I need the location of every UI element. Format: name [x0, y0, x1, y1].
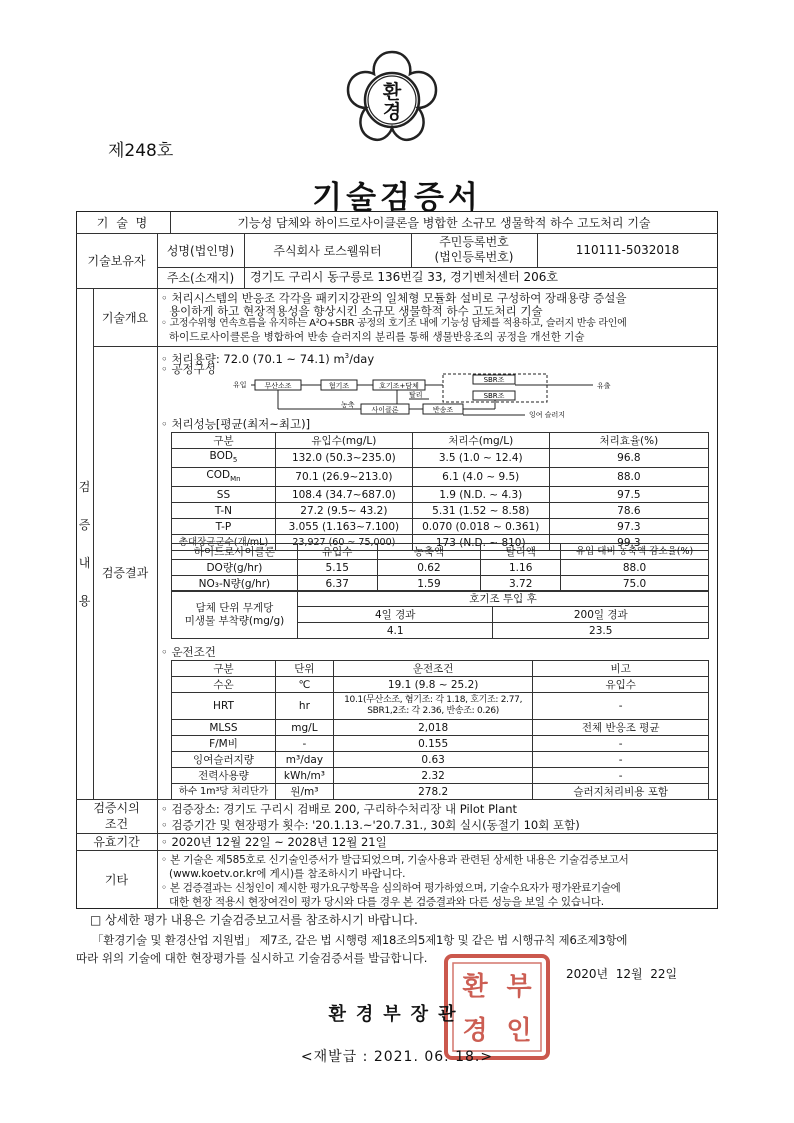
perf-inflow: 23,927 (60 ~ 75,000)	[275, 535, 412, 551]
cyclone-concentrate: 0.62	[377, 560, 481, 576]
op-note: -	[533, 736, 709, 752]
op-item: 전력사용량	[172, 768, 276, 784]
registration-label-line2: (법인등록번호)	[434, 250, 514, 264]
cyclone-item: DO량(g/hr)	[172, 560, 298, 576]
cyclone-reduction: 88.0	[561, 560, 709, 576]
validity-label: 유효기간	[93, 835, 140, 849]
perf-header: 구분	[172, 433, 276, 449]
overview-line-2: 용이하게 하고 현장적용성을 향상시킨 소규모 생물학적 하수 고도처리 기술	[169, 304, 543, 318]
conditions-label-1: 검증시의	[93, 801, 140, 815]
op-note: 전체 반응조 평균	[533, 720, 709, 736]
conditions-line-1: ◦ 검증장소: 경기도 구리시 검배로 200, 구리하수처리장 내 Pilot Plant	[161, 802, 518, 816]
cyclone-header-row	[172, 544, 709, 560]
footer-law-line-2: 따라 위의 기술에 대한 현장평가를 실시하고 기술검증서를 발급합니다.	[76, 951, 428, 965]
op-row	[172, 784, 709, 800]
op-note: -	[533, 768, 709, 784]
side-char-2: 증	[78, 517, 91, 532]
op-header: 구분	[172, 661, 276, 677]
cyclone-reduction: 75.0	[561, 576, 709, 592]
ministry-emblem	[340, 48, 444, 152]
perf-item	[172, 468, 276, 487]
perf-treated: 0.070 (0.018 ~ 0.361)	[412, 519, 549, 535]
biomass-header: 호기조 투입 후	[297, 591, 708, 607]
footer-law-line-1: 「환경기술 및 환경산업 지원법」 제7조, 같은 법 시행령 제18조의5제1항 및 같은 법 시행규칙 제6조제3항에	[92, 933, 628, 947]
op-note: -	[533, 693, 709, 720]
cyclone-header: 탈리액	[481, 544, 561, 560]
cyclone-inflow: 5.15	[297, 560, 377, 576]
page-title: 기술검증서	[312, 180, 482, 216]
biomass-value: 4.1	[297, 623, 493, 639]
overview-label: 기술개요	[101, 310, 149, 325]
footer-note: □ 상세한 평가 내용은 기술검증보고서를 참조하시기 바랍니다.	[90, 913, 418, 927]
diagram-dehydrate: 탈리	[409, 391, 423, 399]
perf-item	[172, 449, 276, 468]
perf-row	[172, 503, 709, 519]
biomass-label-1: 담체 단위 무게당	[195, 601, 274, 614]
tech-name-value: 기능성 담체와 하이드로사이클론을 병합한 소규모 생물학적 하수 고도처리 기술	[237, 216, 651, 230]
registration-label-line1: 주민등록번호	[439, 235, 509, 249]
perf-eff: 97.3	[549, 519, 708, 535]
overview-line-1: ◦ 처리시스템의 반응조 각각을 패키지강관의 일체형 모듈화 설비로 구성하여 장래용량 증설을	[161, 291, 627, 305]
side-char-4: 용	[78, 593, 91, 608]
op-header: 단위	[275, 661, 333, 677]
perf-eff: 99.3	[549, 535, 708, 551]
op-cond: 2.32	[333, 768, 532, 784]
cyclone-header: 유입수	[297, 544, 377, 560]
perf-treated: 5.31 (1.52 ~ 8.58)	[412, 503, 549, 519]
op-note: -	[533, 752, 709, 768]
perf-item-sub: Mn	[230, 475, 241, 484]
etc-line-1: ◦ 본 기술은 제585호로 신기술인증서가 발급되었으며, 기술사용과 관련된 상세한 내용은 기술검증보고서	[161, 854, 629, 866]
perf-item-name: COD	[206, 469, 231, 482]
validity-value: ◦ 2020년 12월 22일 ~ 2028년 12월 21일	[161, 835, 387, 849]
op-cond: 10.1(무산소조, 혐기조: 각 1.18, 호기조: 2.77, SBR1,2조: 각 2.36, 반송조: 0.26)	[333, 693, 532, 720]
biomass-row	[172, 591, 709, 607]
op-unit: mg/L	[275, 720, 333, 736]
etc-line-4: 대한 현장 적용시 현장여건이 평가 당시와 다를 경우 본 검증결과와 다른 성능을 보일 수 있습니다.	[169, 896, 604, 908]
etc-line-2: (www.koetv.or.kr에 게시)를 참조하시기 바랍니다.	[169, 868, 406, 880]
conditions-label	[76, 799, 157, 833]
op-cond: 0.155	[333, 736, 532, 752]
op-cond: 278.2	[333, 784, 532, 800]
perf-row	[172, 449, 709, 468]
cyclone-header: 농축액	[377, 544, 481, 560]
op-header: 운전조건	[333, 661, 532, 677]
cyclone-dehydrate: 3.72	[481, 576, 561, 592]
holder-label: 기술보유자	[87, 254, 146, 268]
process-diagram	[233, 371, 653, 419]
cyclone-inflow: 6.37	[297, 576, 377, 592]
document-number: 제248호	[108, 141, 174, 161]
perf-inflow: 3.055 (1.163~7.100)	[275, 519, 412, 535]
perf-treated: 6.1 (4.0 ~ 9.5)	[412, 468, 549, 487]
tech-name-label: 기 술 명	[96, 216, 150, 230]
perf-item-name: BOD	[209, 450, 233, 462]
issue-date: 2020년 12월 22일	[566, 967, 678, 981]
capacity-unit: /day	[349, 351, 375, 366]
reissue-date: <재발급 : 2021. 06. 18.>	[300, 1049, 494, 1065]
perf-header: 처리효율(%)	[549, 433, 708, 449]
etc-line-3: ◦ 본 검증결과는 신청인이 제시한 평가요구항목을 심의하여 평가하였으며, 기술수요자가 평가완료기술에	[161, 882, 621, 894]
diagram-aerobic: 호기조+담체	[379, 382, 419, 390]
perf-item: 총대장균군수(개/mL)	[172, 535, 276, 551]
registration-label	[411, 233, 537, 267]
verification-side-label	[76, 288, 93, 799]
biomass-label-2: 미생물 부착량(mg/g)	[184, 614, 285, 627]
conditions-line-2: ◦ 검증기간 및 현장평가 횟수: '20.1.13.~'20.7.31., 30회 실시(동절기 10회 포함)	[161, 818, 580, 832]
cyclone-row	[172, 560, 709, 576]
cyclone-header: 유입 대비 농축액 감소율(%)	[561, 544, 709, 560]
perf-item: T-P	[172, 519, 276, 535]
cyclone-concentrate: 1.59	[377, 576, 481, 592]
cyclone-header: 하이드로사이클론	[172, 544, 298, 560]
biomass-col: 200일 경과	[493, 607, 709, 623]
diagram-outflow: 유출	[597, 382, 611, 390]
side-char-3: 내	[78, 555, 91, 570]
cyclone-dehydrate: 1.16	[481, 560, 561, 576]
perf-item: T-N	[172, 503, 276, 519]
diagram-return-tank: 반송조	[432, 406, 454, 414]
diagram-cyclone: 사이클론	[371, 406, 399, 414]
op-note: 유입수	[533, 677, 709, 693]
perf-row	[172, 519, 709, 535]
cyclone-table	[171, 543, 709, 592]
op-note: 슬러지처리비용 포함	[533, 784, 709, 800]
op-header-row	[172, 661, 709, 677]
cyclone-item: NO₃-N량(g/hr)	[172, 576, 298, 592]
op-row	[172, 720, 709, 736]
diagram-excess-sludge: 잉여 슬러지	[529, 411, 566, 419]
overview-line-3: ◦ 고정수위형 연속흐름을 유지하는 A²O+SBR 공정의 호기조 내에 기능성 담체를 적용하고, 슬러지 반송 라인에	[161, 318, 627, 329]
op-row	[172, 677, 709, 693]
perf-inflow: 27.2 (9.5~ 43.2)	[275, 503, 412, 519]
svg-text:환: 환	[462, 972, 488, 1002]
address-value: 경기도 구리시 동구릉로 136번길 33, 경기벤처센터 206호	[250, 270, 559, 284]
op-header: 비고	[533, 661, 709, 677]
diagram-concentrate: 농축	[341, 401, 355, 409]
op-unit: kWh/m³	[275, 768, 333, 784]
holder-name-value: 주식회사 로스웰워터	[273, 243, 382, 258]
perf-inflow: 108.4 (34.7~687.0)	[275, 487, 412, 503]
op-item: 수온	[172, 677, 276, 693]
capacity-text: ◦ 처리용량: 72.0 (70.1 ~ 74.1) m	[161, 351, 345, 366]
performance-table	[171, 432, 709, 551]
biomass-col: 4일 경과	[297, 607, 493, 623]
etc-label: 기타	[104, 873, 129, 887]
results-label: 검증결과	[101, 566, 149, 580]
op-cond: 2,018	[333, 720, 532, 736]
op-row	[172, 752, 709, 768]
op-item: MLSS	[172, 720, 276, 736]
biomass-label	[172, 591, 298, 639]
op-cond: 0.63	[333, 752, 532, 768]
op-item: 하수 1m³당 처리단가	[172, 784, 276, 800]
svg-text:인: 인	[506, 1016, 532, 1046]
op-cond: 19.1 (9.8 ~ 25.2)	[333, 677, 532, 693]
op-unit: hr	[275, 693, 333, 720]
biomass-value: 23.5	[493, 623, 709, 639]
perf-row	[172, 468, 709, 487]
perf-item: SS	[172, 487, 276, 503]
diagram-anoxic: 무산소조	[264, 382, 292, 390]
minister-title: 환경부장관	[328, 1004, 466, 1025]
holder-name-label: 성명(법인명)	[166, 243, 235, 258]
emblem-text-1: 환	[382, 81, 402, 103]
diagram-sbr2: SBR조	[483, 392, 505, 400]
perf-treated: 1.9 (N.D. ~ 4.3)	[412, 487, 549, 503]
perf-header: 유입수(mg/L)	[275, 433, 412, 449]
perf-eff: 97.5	[549, 487, 708, 503]
op-unit: m³/day	[275, 752, 333, 768]
conditions-label-2: 조건	[104, 817, 129, 831]
operation-label: ◦ 운전조건	[161, 645, 216, 659]
diagram-anaerobic: 혐기조	[328, 382, 350, 390]
op-row	[172, 693, 709, 720]
performance-label: ◦ 처리성능[평균(최저~최고)]	[161, 417, 311, 431]
side-char-1: 검	[78, 479, 91, 494]
perf-row	[172, 487, 709, 503]
op-unit: -	[275, 736, 333, 752]
biomass-table	[171, 590, 709, 639]
perf-header: 처리수(mg/L)	[412, 433, 549, 449]
registration-value: 110111-5032018	[575, 243, 680, 257]
perf-item-sub: 5	[232, 456, 238, 465]
op-item: F/M비	[172, 736, 276, 752]
svg-text:경: 경	[462, 1016, 488, 1046]
op-row	[172, 768, 709, 784]
op-item: 잉여슬러지량	[172, 752, 276, 768]
process-label: ◦ 공정구성	[161, 362, 216, 376]
perf-inflow: 132.0 (50.3~235.0)	[275, 449, 412, 468]
address-label: 주소(소재지)	[166, 271, 235, 285]
svg-text:부: 부	[506, 972, 532, 1002]
emblem-text-2: 경	[382, 101, 402, 123]
diagram-inflow: 유입	[233, 381, 247, 389]
operation-table	[171, 660, 709, 800]
perf-treated: 173 (N.D. ~ 810)	[412, 535, 549, 551]
capacity-sup: 3	[344, 352, 350, 360]
op-row	[172, 736, 709, 752]
perf-eff: 96.8	[549, 449, 708, 468]
perf-treated: 3.5 (1.0 ~ 12.4)	[412, 449, 549, 468]
op-unit: ℃	[275, 677, 333, 693]
perf-inflow: 70.1 (26.9~213.0)	[275, 468, 412, 487]
perf-eff: 88.0	[549, 468, 708, 487]
overview-line-4: 하이드로사이클론을 병합하여 반송 슬러지의 분리를 통해 생물반응조의 공정을 개선한 기술	[169, 331, 585, 343]
op-unit: 원/m³	[275, 784, 333, 800]
perf-header-row	[172, 433, 709, 449]
op-item: HRT	[172, 693, 276, 720]
diagram-sbr1: SBR조	[483, 376, 505, 384]
perf-eff: 78.6	[549, 503, 708, 519]
